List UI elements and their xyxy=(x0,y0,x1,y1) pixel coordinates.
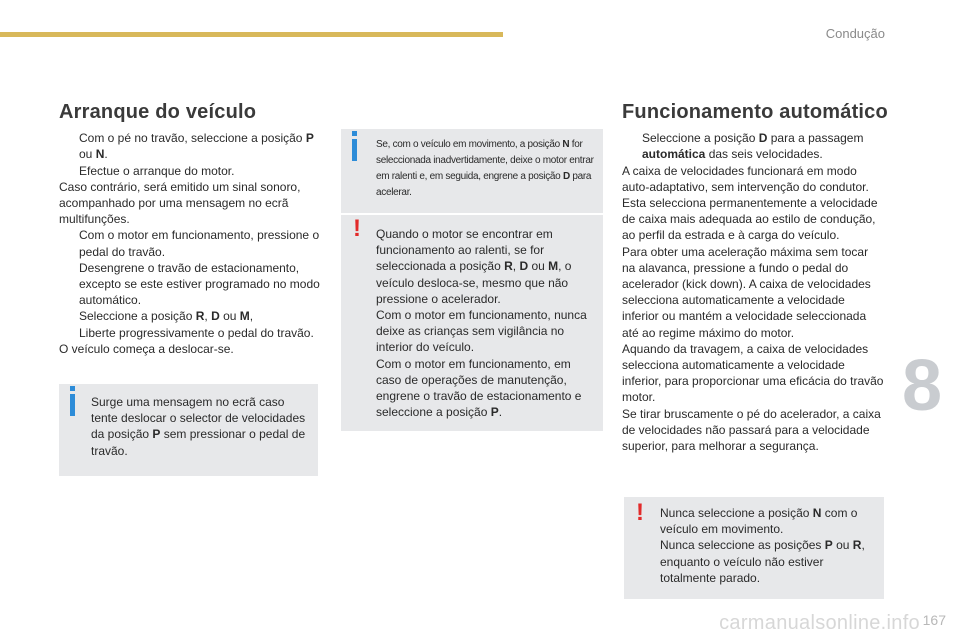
paragraph: Nunca seleccione a posição N com o veículo em movimento. xyxy=(660,506,858,537)
info-box xyxy=(341,129,603,213)
list-item: Com o motor em funcionamento, pressione o pedal do travão. xyxy=(79,228,320,259)
paragraph: Se tirar bruscamente o pé do acelerador, a caixa de velocidades não passará para a velocidade superior, para melhorar a segurança. xyxy=(622,406,881,454)
info-text: Surge uma mensagem no ecrã caso tente deslocar o selector de velocidades da posição P sem pressionar o pedal de travão. xyxy=(91,395,306,458)
heading-vehicle-start: Arranque do veículo xyxy=(59,101,257,123)
paragraph: Caso contrário, será emitido um sinal sonoro, acompanhado por uma mensagem no ecrã multifunções. xyxy=(59,179,301,227)
paragraph: A caixa de velocidades funcionará em modo auto-adaptativo, sem intervenção do condutor. Esta selecciona permanentemente a velocidade de caixa mais adequada ao estilo de condução, ao perfil da estrada e à carga do veículo. xyxy=(622,163,878,243)
warning-text xyxy=(376,226,596,420)
paragraph: Com o motor em funcionamento, em caso de operações de manutenção, engrene o travão de estacionamento e seleccione a posição P. xyxy=(376,356,582,420)
warning-icon: ! xyxy=(636,499,644,526)
info-icon xyxy=(70,394,75,416)
right-column xyxy=(622,101,888,454)
paragraph: O veículo começa a deslocar-se. xyxy=(59,341,234,356)
list-item: Com o pé no travão, seleccione a posição P ou N. xyxy=(79,131,314,162)
info-text: Se, com o veículo em movimento, a posição N for seleccionada inadvertidamente, deixe o motor entrar em ralenti e, em seguida, engrene a posição D para acelerar. xyxy=(376,139,594,198)
warning-icon: ! xyxy=(353,215,361,242)
list-item: Seleccione a posição D para a passagem automática das seis velocidades. xyxy=(642,131,864,162)
warning-box xyxy=(624,497,884,599)
page-number: 167 xyxy=(922,612,946,628)
info-box xyxy=(59,384,318,476)
warning-box xyxy=(341,215,603,431)
paragraph: Com o motor em funcionamento, nunca deixe as crianças sem vigilância no interior do veículo. xyxy=(376,308,587,355)
paragraph: Quando o motor se encontrar em funcionamento ao ralenti, se for seleccionada a posição R, D ou M, o veículo desloca-se, mesmo que não pressione o acelerador. xyxy=(376,227,572,306)
list-item: Liberte progressivamente o pedal do travão. xyxy=(79,325,314,340)
accent-bar xyxy=(0,32,503,37)
watermark: carmanualsonline.info xyxy=(719,612,920,634)
warning-text xyxy=(660,505,878,586)
list-item: Efectue o arranque do motor. xyxy=(79,163,235,178)
left-column xyxy=(59,101,324,357)
paragraph: Nunca seleccione as posições P ou R, enquanto o veículo não estiver totalmente parado. xyxy=(660,538,865,585)
chapter-number: 8 xyxy=(901,346,942,426)
paragraph: Para obter uma aceleração máxima sem tocar na alavanca, pressione a fundo o pedal do acelerador (kick down). A caixa de velocidades selecciona automaticamente a velocidade inferior ou mantém a velocidade seleccionada até ao regime máximo do motor. xyxy=(622,244,871,340)
section-title: Condução xyxy=(825,26,885,41)
info-icon xyxy=(352,139,357,161)
heading-automatic-operation: Funcionamento automático xyxy=(622,101,888,123)
paragraph: Aquando da travagem, a caixa de velocidades selecciona automaticamente a velocidade inferior, para proporcionar uma eficácia do travão motor. xyxy=(622,341,884,405)
list-item: Seleccione a posição R, D ou M, xyxy=(79,309,254,324)
list-item: Desengrene o travão de estacionamento, excepto se este estiver programado no modo automático. xyxy=(79,260,320,308)
